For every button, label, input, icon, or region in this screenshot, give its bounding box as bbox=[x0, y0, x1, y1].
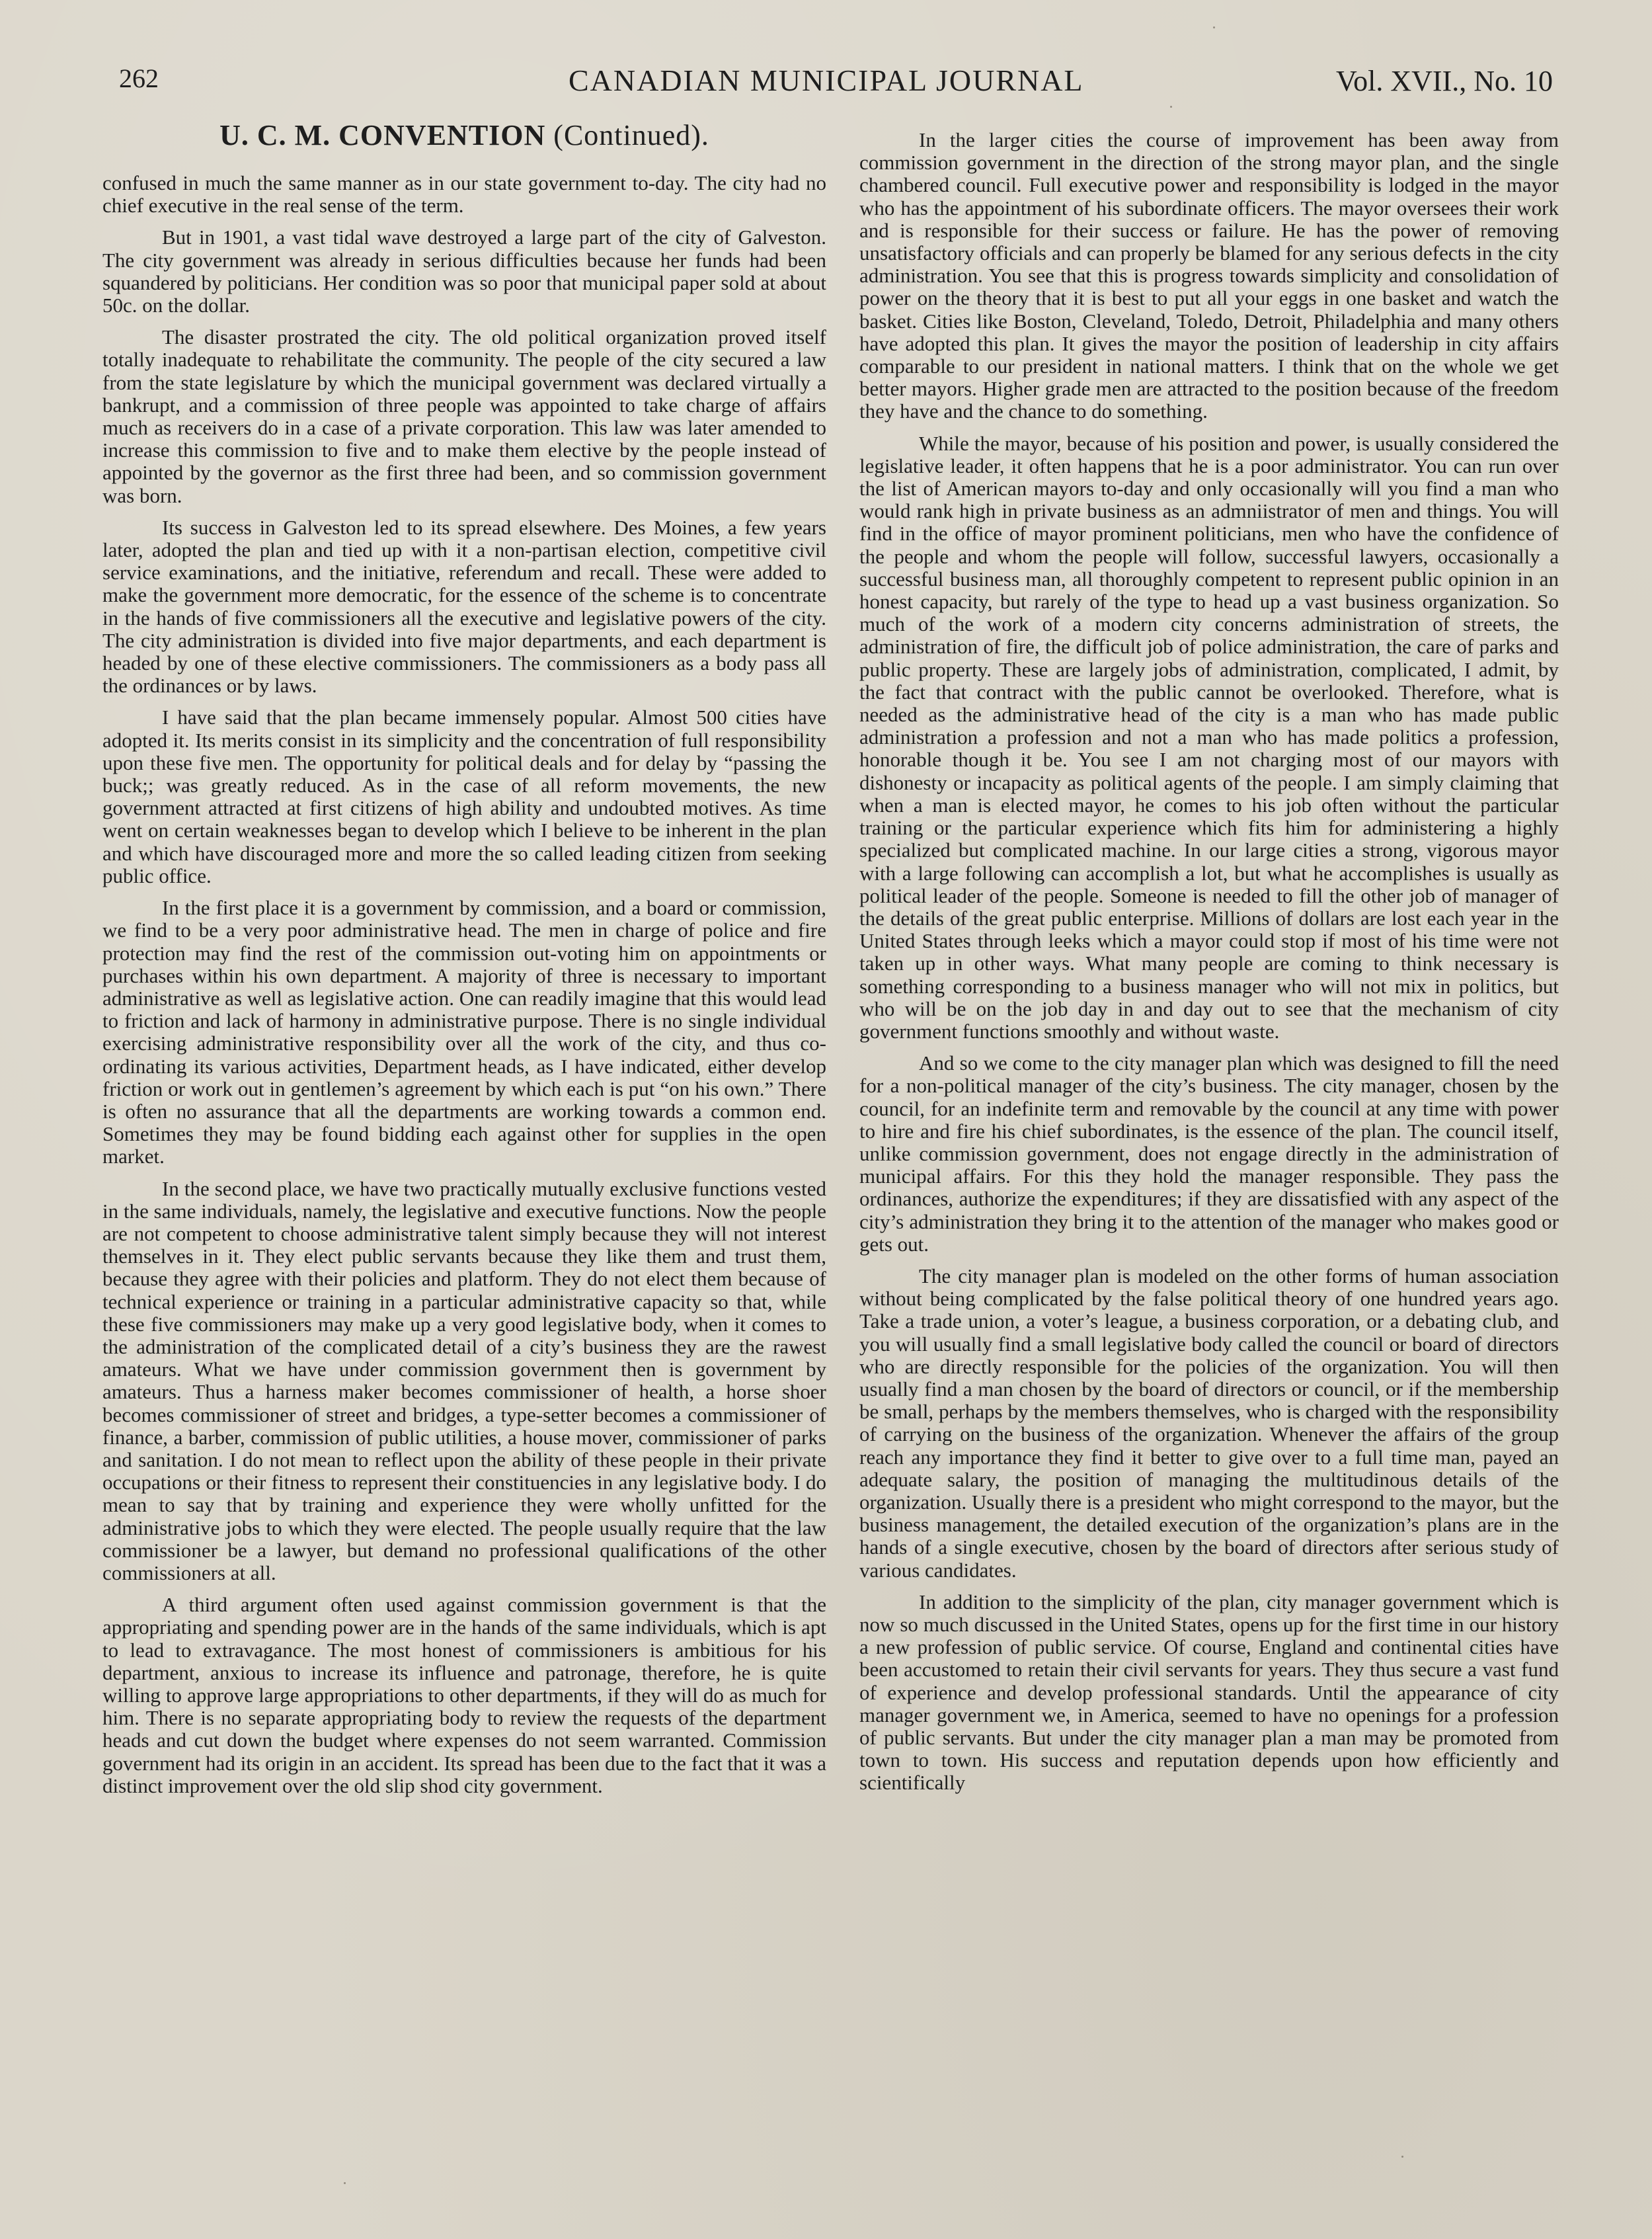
section-title-text: U. C. M. CONVENTION bbox=[219, 119, 546, 151]
page-number: 262 bbox=[119, 63, 159, 93]
paragraph: In the first place it is a government by commission, and a board or commission, we find to be a very poor administrative head. The men in charge of police and fire protection may find the rest of the commission out-voting him on appointments or purchases within his own department. A majority of three is necessary to important administrative as well as legislative action. One can readily imagine that this would lead to friction and lack of harmony in administrative purpose. There is no single individual exercising administrative responsibility over all the work of the city, and thus co-ordinating its various activities, Department heads, as I have indicated, either develop friction or work out in gentlemen’s agreement by which each is put “on his own.” There is often no assurance that all the departments are working towards a common end. Sometimes they may be found bidding each against other for supplies in the open market. bbox=[102, 896, 827, 1168]
paper-speck bbox=[1401, 2156, 1403, 2158]
running-header bbox=[119, 63, 1553, 102]
right-column bbox=[859, 129, 1559, 1804]
paragraph: In the larger cities the course of improvement has been away from commission government in the direction of the strong mayor plan, and the single chambered council. Full executive power and responsibility is lodged in the mayor who has the appointment of his subordinate officers. The mayor oversees their work and is responsible for their success or failure. He has the power of removing unsatisfactory officials and can properly be blamed for any serious defects in the city administration. You see that this is progress towards simplicity and consolidation of power on the theory that it is best to put all your eggs in one basket and watch the basket. Cities like Boston, Cleveland, Toledo, Detroit, Philadelphia and many others have adopted this plan. It gives the mayor the position of leadership in city affairs comparable to our president in national matters. I think that on the whole we get better mayors. Higher grade men are attracted to the position because of the freedom they have and the chance to do something. bbox=[859, 128, 1559, 423]
volume-issue: Vol. XVII., No. 10 bbox=[1336, 65, 1553, 97]
section-title bbox=[102, 119, 826, 152]
paragraph: confused in much the same manner as in our state government to-day. The city had no chief executive in the real sense of the term. bbox=[102, 171, 826, 218]
paper-speck bbox=[1170, 106, 1172, 108]
paper-speck bbox=[1213, 26, 1215, 28]
journal-title: CANADIAN MUNICIPAL JOURNAL bbox=[569, 63, 1084, 97]
left-column bbox=[102, 119, 826, 1807]
paragraph: I have said that the plan became immensely popular. Almost 500 cities have adopted it. Its merits consist in its simplicity and the concentration of full responsibility upon these five men. The opportunity for political deals and for delay by “passing the buck;; was greatly reduced. As in the case of all reform movements, the new government attracted at first citizens of high ability and undoubted motives. As time went on certain weaknesses began to develop which I believe to be inherent in the plan and which have discouraged more and more the so called leading citizen from seeking public office. bbox=[102, 706, 826, 887]
paragraph: In the second place, we have two practically mutually exclusive functions vested in the same individuals, namely, the legislative and executive functions. Now the people are not competent to choose administrative talent simply because they will not interest themselves in it. They elect public servants because they like them and trust them, because they agree with their policies and platform. They do not elect them because of technical experience or training in a particular administrative capacity so that, while these five commissioners may make up a very good legislative body, when it comes to the administration of the complicated detail of a city’s business they are the rawest amateurs. What we have under commission government then is government by amateurs. Thus a harness maker becomes commissioner of health, a horse shoer becomes commissioner of street and bridges, a type-setter becomes a commissioner of finance, a barber, commission of public utilities, a house mover, commissioner of parks and sanitation. I do not mean to reflect upon the ability of these people in their private occupations or their fitness to represent their constituencies in any legislative body. I do mean to say that by training and experience they were wholly unfitted for the administrative jobs to which they were elected. The people usually require that the law commissioner be a lawyer, but demand no professional qualifications of the other commissioners at all. bbox=[102, 1176, 826, 1584]
paragraph: And so we come to the city manager plan which was designed to fill the need for a non-political manager of the city’s business. The city manager, chosen by the council, for an indefinite term and removable by the council at any time with power to hire and fire his chief subordinates, is the essence of the plan. The council itself, unlike commission government, does not engage directly in the administration of municipal affairs. For this they hold the manager responsible. They pass the ordinances, authorize the expenditures; if they are dissatisfied with any aspect of the city’s administration they bring it to the attention of the manager who makes good or gets out. bbox=[859, 1051, 1559, 1256]
paragraph: The city manager plan is modeled on the other forms of human association without being complicated by the false political theory of one hundred years ago. Take a trade union, a voter’s league, a business corporation, or a debating club, and you will usually find a small legislative body called the council or board of directors who are directly responsible for the policies of the organization. You will then usually find a man chosen by the board of directors or council, or if the membership be small, perhaps by the members themselves, who is charged with the responsibility of carrying on the business of the organization. Whenever the affairs of the group reach any importance they find it better to give over to a full time man, payed an adequate salary, the position of managing the multitudinous details of the organization. Usually there is a president who might correspond to the mayor, but the business management, the detailed execution of the organization’s plans are in the hands of a single executive, chosen by the board of directors after serious study of various candidates. bbox=[859, 1264, 1559, 1582]
paragraph: Its success in Galveston led to its spread elsewhere. Des Moines, a few years later, adopted the plan and tied up with it a non-partisan election, competitive civil service examinations, and the initiative, referendum and recall. These were added to make the government more democratic, for the essence of the scheme is to concentrate in the hands of five commissioners all the executive and legislative powers of the city. The city administration is divided into five major departments, and each department is headed by one of these elective commissioners. The commissioners as a body pass all the ordinances or by laws. bbox=[102, 515, 826, 698]
paragraph: In addition to the simplicity of the plan, city manager government which is now so much discussed in the United States, opens up for the first time in our history a new profession of public service. Of course, England and continental cities have been accustomed to retain their civil servants for years. They thus secure a vast fund of experience and develop professional standards. Until the appearance of city manager government we, in America, seemed to have no openings for a profession of public servants. But under the city manager plan a man may be promoted from town to town. His success and reputation depends upon how efficiently and scientifically bbox=[859, 1590, 1559, 1795]
section-continued: (Continued). bbox=[553, 119, 709, 151]
paragraph: While the mayor, because of his position and power, is usually considered the legislative leader, it often happens that he is a poor administrator. You can run over the list of American mayors to-day and only occasionally will you find a man who would rank high in private business as an admniistrator of men and things. You will find in the office of mayor prominent politicians, men who have the confidence of the people and whom the people will follow, successful lawyers, occasionally a successful business man, all thoroughly competent to represent public opinion in an honest capacity, but rarely of the type to head up a vast business organization. So much of the work of a modern city concerns administration of streets, the administration of fire, the difficult job of police administration, the care of parks and public property. These are largely jobs of administration, complicated, I admit, by the fact that contract with the public cannot be overlooked. Therefore, what is needed as the administrative head of the city is a man who has made public administration a profession and not a man who has made politics a profession, honorable though it be. You see I am not charging most of our mayors with dishonesty or incapacity as political agents of the people. I am simply claiming that when a man is elected mayor, he comes to his job often without the particular training or the particular experience which fits him for administering a highly specialized but complicated machine. In our large cities a strong, vigorous mayor with a large following can accomplish a lot, but what he accomplishes is usually as political leader of the people. Someone is needed to fill the other job of manager of the details of the great public enterprise. Millions of dollars are lost each year in the United States through leeks which a mayor could stop if most of his time were not taken up in other ways. What many people are coming to think necessary is something corresponding to a business manager who will not mix in politics, but who will be on the job day in and day out to see that the mechanism of city government functions smoothly and without waste. bbox=[859, 431, 1559, 1043]
paragraph: But in 1901, a vast tidal wave destroyed a large part of the city of Galveston. The city government was already in serious difficulties because her funds had been squandered by politicians. Her condition was so poor that municipal paper sold at about 50c. on the dollar. bbox=[102, 225, 826, 317]
paper-speck bbox=[344, 2182, 346, 2184]
paragraph: The disaster prostrated the city. The old political organization proved itself totally inadequate to rehabilitate the community. The people of the city secured a law from the state legislature by which the municipal government was declared virtually a bankrupt, and a commission of three people was appointed to take charge of affairs much as receivers do in a case of a private corporation. This law was later amended to increase this commission to five and to make them elective by the people instead of appointed by the governor as the first three had been, and so commission government was born. bbox=[102, 325, 826, 507]
paragraph: A third argument often used against commission government is that the appropriating and spending power are in the hands of the same individuals, which is apt to lead to extravagance. The most honest of commissioners is ambitious for his department, anxious to increase its influence and patronage, therefore, he is quite willing to approve large appropriations to other departments, if they will do as much for him. There is no separate appropriating body to review the requests of the department heads and cut down the budget where expenses do not seem warranted. Commission government had its origin in an accident. Its spread has been due to the fact that it was a distinct improvement over the old slip shod city government. bbox=[102, 1593, 826, 1797]
